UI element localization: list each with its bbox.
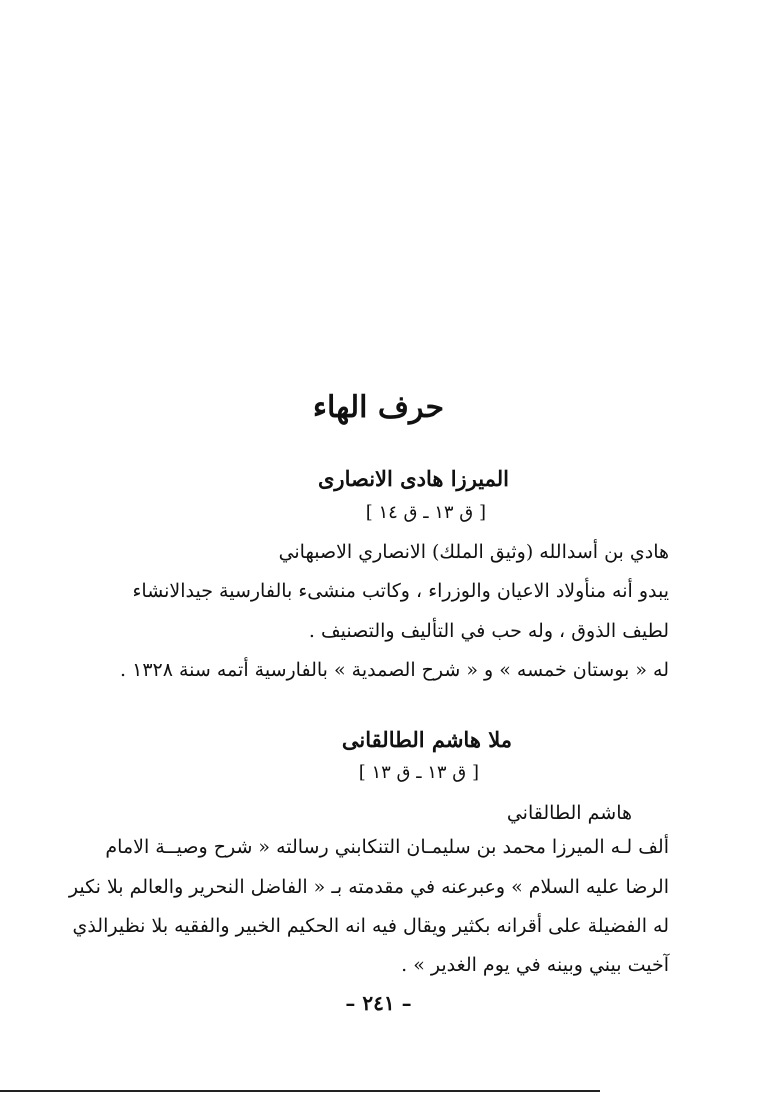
entry-line: له الفضيلة على أقرانه بكثير ويقال فيه انه الحكيم الخبير والفقيه بلا نظيرالذي (72, 915, 669, 937)
bottom-rule (0, 1090, 600, 1092)
chapter-title: حرف الهاء (312, 390, 445, 425)
entry-line: آخيت بيني وبينه في يوم الغدير » . (401, 954, 669, 976)
entry-dates: [ ق ١٣ ـ ق ١٤ ] (365, 502, 486, 523)
entry-dates: [ ق ١٣ ـ ق ١٣ ] (358, 762, 479, 783)
entry-line: ألف لـه الميرزا محمد بن سليمـان التنكابني رسالته « شرح وصيــة الامام (105, 836, 669, 858)
entry-line: لطيف الذوق ، وله حب في التأليف والتصنيف . (308, 620, 669, 642)
entry-title: ملا هاشم الطالقانى (341, 727, 512, 752)
entry-title: الميرزا هادى الانصارى (318, 466, 509, 491)
entry-line: له « بوستان خمسه » و « شرح الصمدية » بالفارسية أتمه سنة ١٣٢٨ . (120, 659, 669, 681)
page-number: – ٢٤١ – (345, 991, 412, 1015)
entry-line: الرضا عليه السلام » وعبرعنه في مقدمته بـ « الفاضل النحرير والعالم بلا نكير (68, 876, 669, 898)
entry-line: يبدو أنه منأولاد الاعيان والوزراء ، وكاتب منشىء بالفارسية جيدالانشاء (132, 580, 669, 602)
entry-line: هادي بن أسدالله (وثيق الملك) الانصاري الاصبهاني (278, 541, 669, 563)
entry-line: هاشم الطالقاني (506, 802, 632, 824)
